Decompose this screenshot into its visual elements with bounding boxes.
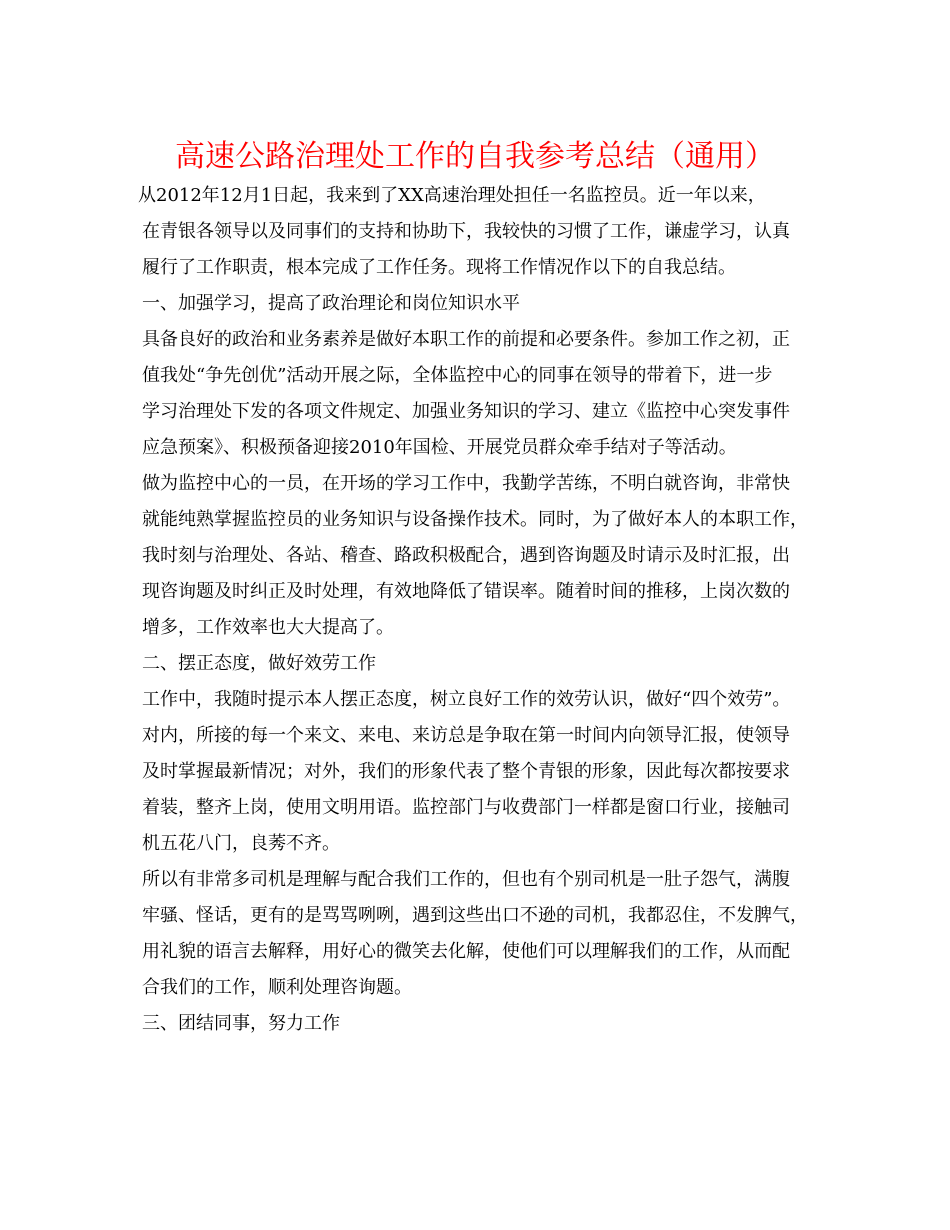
- document-title: 高速公路治理处工作的自我参考总结（通用）: [175, 139, 775, 174]
- paragraph-line: 应急预案》、积极预备迎接2010年国检、开展党员群众牵手结对子等活动。: [142, 437, 737, 458]
- paragraph-line: 着装，整齐上岗，使用文明用语。监控部门与收费部门一样都是窗口行业，接触司: [142, 797, 790, 818]
- paragraph-line: 做为监控中心的一员，在开场的学习工作中，我勤学苦练，不明白就咨询，非常快: [142, 473, 790, 494]
- paragraph-line: 所以有非常多司机是理解与配合我们工作的，但也有个别司机是一肚子怨气，满腹: [142, 869, 790, 890]
- paragraph-line: 牢骚、怪话，更有的是骂骂咧咧，遇到这些出口不逊的司机，我都忍住，不发脾气，: [142, 905, 808, 926]
- paragraph-line: 我时刻与治理处、各站、稽查、路政积极配合，遇到咨询题及时请示及时汇报，出: [142, 545, 790, 566]
- paragraph-line: 履行了工作职责，根本完成了工作任务。现将工作情况作以下的自我总结。: [142, 257, 736, 278]
- paragraph-line: 就能纯熟掌握监控员的业务知识与设备操作技术。同时，为了做好本人的本职工作，: [142, 509, 808, 530]
- paragraph-line: 增多，工作效率也大大提高了。: [142, 617, 394, 638]
- paragraph-line: 合我们的工作，顺利处理咨询题。: [142, 977, 412, 998]
- section-heading: 三、团结同事，努力工作: [142, 1013, 340, 1034]
- paragraph-line: 从2012年12月1日起，我来到了XX高速治理处担任一名监控员。近一年以来，: [138, 185, 766, 206]
- paragraph-line: 具备良好的政治和业务素养是做好本职工作的前提和必要条件。参加工作之初，正: [142, 329, 790, 350]
- paragraph-line: 机五花八门，良莠不齐。: [142, 833, 340, 854]
- section-heading: 一、加强学习，提高了政治理论和岗位知识水平: [142, 293, 520, 314]
- paragraph-line: 对内，所接的每一个来文、来电、来访总是争取在第一时间内向领导汇报，使领导: [142, 725, 790, 746]
- paragraph-line: 用礼貌的语言去解释，用好心的微笑去化解，使他们可以理解我们的工作，从而配: [142, 941, 790, 962]
- document-body: [138, 178, 822, 1042]
- paragraph-line: 工作中，我随时提示本人摆正态度，树立良好工作的效劳认识，做好“四个效劳”。: [142, 689, 791, 710]
- section-heading: 二、摆正态度，做好效劳工作: [142, 653, 376, 674]
- paragraph-line: 及时掌握最新情况；对外，我们的形象代表了整个青银的形象，因此每次都按要求: [142, 761, 790, 782]
- paragraph-line: 现咨询题及时纠正及时处理，有效地降低了错误率。随着时间的推移，上岗次数的: [142, 581, 790, 602]
- paragraph-line: 学习治理处下发的各项文件规定、加强业务知识的学习、建立《监控中心突发事件: [142, 401, 790, 422]
- paragraph-line: 在青银各领导以及同事们的支持和协助下，我较快的习惯了工作，谦虚学习，认真: [142, 221, 790, 242]
- paragraph-line: 值我处“争先创优”活动开展之际，全体监控中心的同事在领导的带着下，进一步: [142, 365, 773, 386]
